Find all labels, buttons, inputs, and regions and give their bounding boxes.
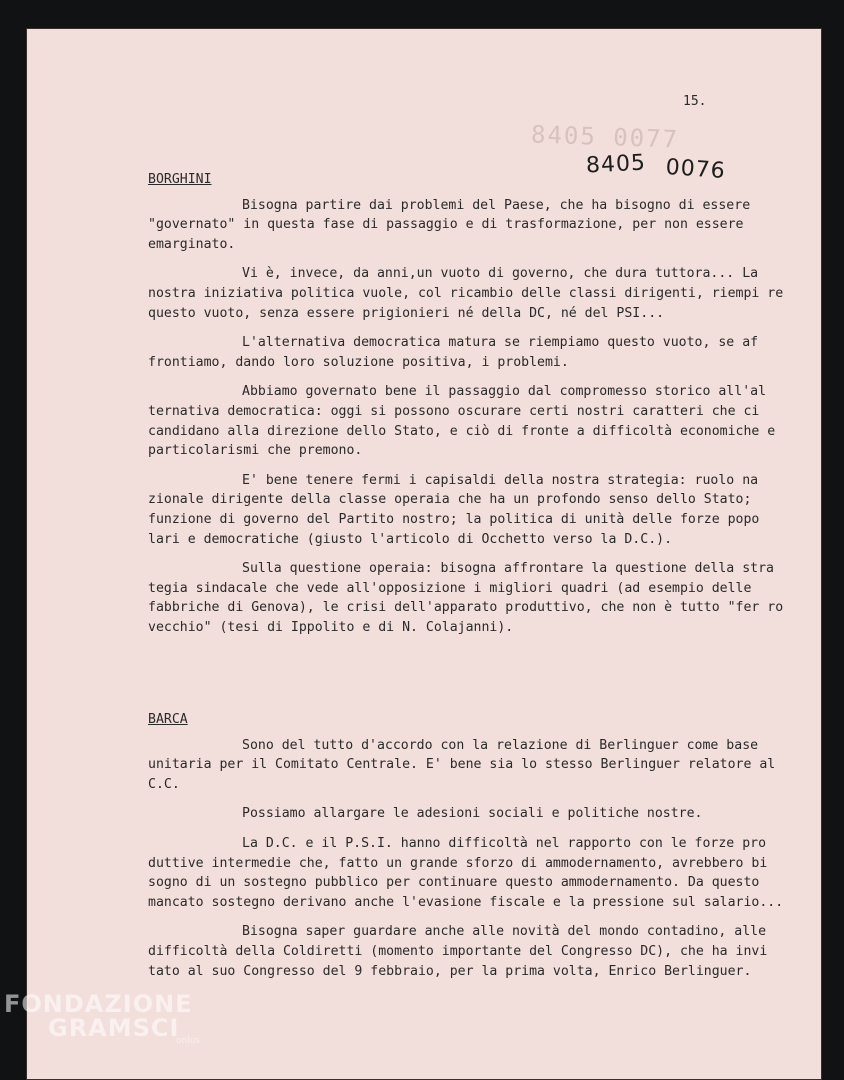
- paragraph: E' bene tenere fermi i capisaldi della nostra strategia: ruolo na zionale dirigente della classe operaia che ha un profondo senso dello Stato; funzione di governo del Partito nostro; la politica di unità delle forze popo lari e democratiche (giusto l'articolo di Occhetto verso la D.C.).: [148, 472, 760, 547]
- paragraph: L'alternativa democratica matura se riempiamo questo vuoto, se af frontiamo, dando loro soluzione positiva, i problemi.: [148, 335, 759, 370]
- stamp-right-number: 0076: [664, 154, 727, 185]
- paragraph: Bisogna partire dai problemi del Paese, che ha bisogno di essere "governato" in questa fase di passaggio e di trasformazione, per non essere emarginato.: [148, 197, 751, 252]
- paragraph: Abbiamo governato bene il passaggio dal compromesso storico all'al ternativa democratica: oggi si possono oscurare certi nostri caratteri che ci candidano alla direzione dello Stato, e ciò di fronte a difficoltà economiche e particolarismi che premono.: [148, 384, 776, 459]
- page-number: 15.: [683, 94, 707, 109]
- paragraph: Bisogna saper guardare anche alle novità del mondo contadino, alle difficoltà della Coldiretti (momento importante del Congresso DC), che ha invi tato al suo Congresso del 9 febbraio, per la prima volta, Enrico Berlinguer.: [148, 924, 768, 979]
- section-borghini: [148, 170, 788, 647]
- fondazione-gramsci-watermark-logo: [4, 990, 200, 1046]
- logo-line-2: GRAMSCI: [48, 1014, 180, 1042]
- bleed-through-stamp: 8405 0077: [530, 120, 680, 154]
- logo-line-1: FONDAZIONE: [4, 990, 193, 1018]
- paragraph: La D.C. e il P.S.I. hanno difficoltà nel rapporto con le forze pro duttive intermedie che, fatto un grande sforzo di ammodernamento, avrebbero bi sogno di un sostegno pubblico per continuare questo ammodernamento. Da questo mancato sostegno derivano anche l'evasione fiscale e la pressione sul salario...: [148, 835, 784, 910]
- section-heading: BORGHINI: [148, 172, 212, 187]
- paragraph: Sulla questione operaia: bisogna affrontare la questione della stra tegia sindacale che vede all'opposizione i migliori quadri (ad esempio delle fabbriche di Genova), le crisi dell'apparato produttivo, che non è tutto "fer ro vecchio" (tesi di Ippolito e di N. Colajanni).: [148, 561, 784, 635]
- section-heading: BARCA: [148, 712, 188, 727]
- stamp-left-number: 8405: [585, 150, 647, 179]
- paragraph: Sono del tutto d'accordo con la relazione di Berlinguer come base unitaria per il Comitato Centrale. E' bene sia lo stesso Berlinguer relatore al C.C.: [148, 737, 776, 792]
- document-page: [26, 28, 822, 1080]
- paragraph: Vi è, invece, da anni,un vuoto di governo, che dura tuttora... La nostra iniziativa politica vuole, col ricambio delle classi dirigenti, riempi re questo vuoto, senza essere prigionieri né della DC, né del PSI...: [148, 266, 784, 321]
- section-barca: [148, 710, 788, 991]
- paragraph: Possiamo allargare le adesioni sociali e politiche nostre.: [242, 806, 703, 822]
- logo-line-3: onlus: [176, 1036, 201, 1046]
